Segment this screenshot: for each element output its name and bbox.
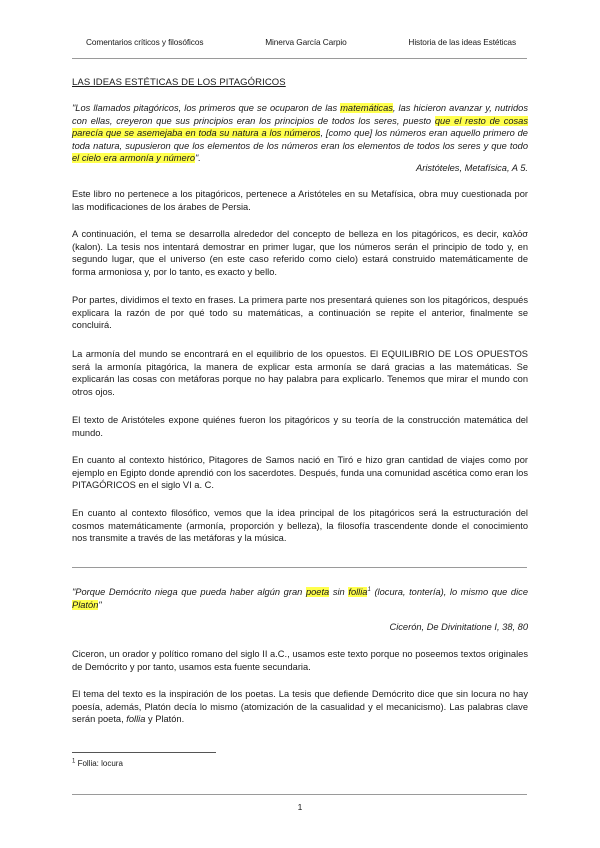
quote-text: "Los llamados pitagóricos, los primeros que se ocuparon de las	[72, 103, 341, 113]
paragraph: En cuanto al contexto histórico, Pitagores de Samos nació en Tiró e hizo gran cantidad de viajes como por ejemplo en Egipto donde aprendió con los sacerdotes. Después, funda una comunidad ascética como eran los PITAGÓRICOS en el siglo VI a. C.	[72, 455, 528, 491]
paragraph: A continuación, el tema se desarrolla alrededor del concepto de belleza en los pitagóricos, es decir, καλόσ (kalon). La tesis nos intentará demostrar en primer lugar, que los números serán el principio de todo y, en segundo lugar, que el universo (en este caso referido como cielo) estará construido matemáticamente de forma armoniosa y, por lo tanto, es exacto y bello.	[72, 229, 528, 277]
paragraph-text: y Platón.	[145, 714, 185, 725]
highlight-text: poeta	[305, 587, 330, 597]
footnote	[72, 759, 123, 768]
header-rule	[72, 58, 527, 59]
header-center: Minerva García Carpio	[265, 37, 347, 47]
quote-text: ".	[194, 153, 201, 164]
paragraph-last	[72, 688, 528, 726]
header-left: Comentarios críticos y filosóficos	[86, 37, 204, 47]
quote-text: "Porque Demócrito niega que pueda haber algún gran	[72, 587, 306, 597]
quote-ciceron	[72, 586, 528, 611]
paragraph: El texto de Aristóteles expone quiénes fueron los pitagóricos y su teoría de la construcción matemática del mundo.	[72, 415, 528, 438]
quote-text: sin	[329, 587, 349, 597]
quote-text: , las hicieron avanzar y, nutridos con ellas, creyeron que sus principios eran los principios de todos los seres, puesto	[72, 103, 528, 126]
footnote-rule	[72, 752, 216, 753]
paragraph: Ciceron, un orador y político romano del siglo II a.C., usamos este texto porque no poseemos textos originales de Demócrito y por tanto, usamos esta fuente secundaria.	[72, 649, 528, 672]
footnote-text: Follia: locura	[75, 759, 123, 768]
emphasis-text: follia	[126, 714, 146, 725]
section-rule	[72, 567, 527, 568]
quote-text: , [como que] los números eran aquello primero de toda natura, supusieron que los elementos de los números eran los elementos de todos los seres y que todo	[72, 128, 528, 151]
page-number: 1	[297, 802, 303, 812]
quote-citation: Cicerón, De Divinitatione I, 38, 80	[389, 622, 528, 632]
highlight-text: matemáticas	[340, 103, 393, 113]
paragraph: La armonía del mundo se encontrará en el equilibrio de los opuestos. El EQUILIBRIO DE LOS OPUESTOS será la armonía pitagórica, la manera de explicar esta armonía se dará gracias a las matemáticas. Se explicarán las cosas con metáforas porque no hay palabra para explicarlo. Tenemos que mirar el mundo con otros ojos.	[72, 349, 528, 397]
quote-text: (locura, tontería), lo mismo que dice	[370, 587, 528, 597]
highlight-text: Platón	[72, 599, 99, 610]
quote-aristoteles	[72, 102, 528, 165]
highlight-text: que el resto de cosas parecía que se asemejaba en toda su natura a los números	[72, 115, 528, 139]
document-title: LAS IDEAS ESTÉTICAS DE LOS PITAGÓRICOS	[72, 77, 286, 88]
paragraph-text: El tema del texto es la inspiración de los poetas. La tesis que defiende Demócrito dice que sin locura no hay poesía, además, Platón decía lo mismo (atomización de la casualidad y el mecanicismo). Las palabras clave serán poeta,	[72, 689, 528, 725]
highlight-text: el cielo era armonía y número	[72, 153, 195, 164]
quote-text: "	[98, 599, 102, 610]
highlight-text: follia	[348, 587, 368, 597]
footnote-number: 1	[72, 758, 76, 765]
footnote-ref[interactable]: 1	[367, 586, 371, 593]
paragraph: Por partes, dividimos el texto en frases. La primera parte nos presentará quienes son los pitagóricos, después explicara la razón de por qué todo su matemáticas, a continuación se repite el anterior, finalmente se concluirá.	[72, 295, 528, 331]
paragraph: En cuanto al contexto filosófico, vemos que la idea principal de los pitagóricos será la estructuración del cosmos matemáticamente (armonía, proporción y belleza), la filosofía trascendente donde el conocimiento nos transmite a través de las metáforas y la música.	[72, 508, 528, 544]
paragraph: Este libro no pertenece a los pitagóricos, pertenece a Aristóteles en su Metafísica, obra muy cuestionada por las modificaciones de los árabes de Persia.	[72, 189, 528, 212]
page-header	[86, 37, 516, 47]
footer-rule	[72, 794, 527, 795]
quote-citation: Aristóteles, Metafísica, A 5.	[416, 163, 528, 173]
header-right: Historia de las ideas Estéticas	[408, 37, 516, 47]
